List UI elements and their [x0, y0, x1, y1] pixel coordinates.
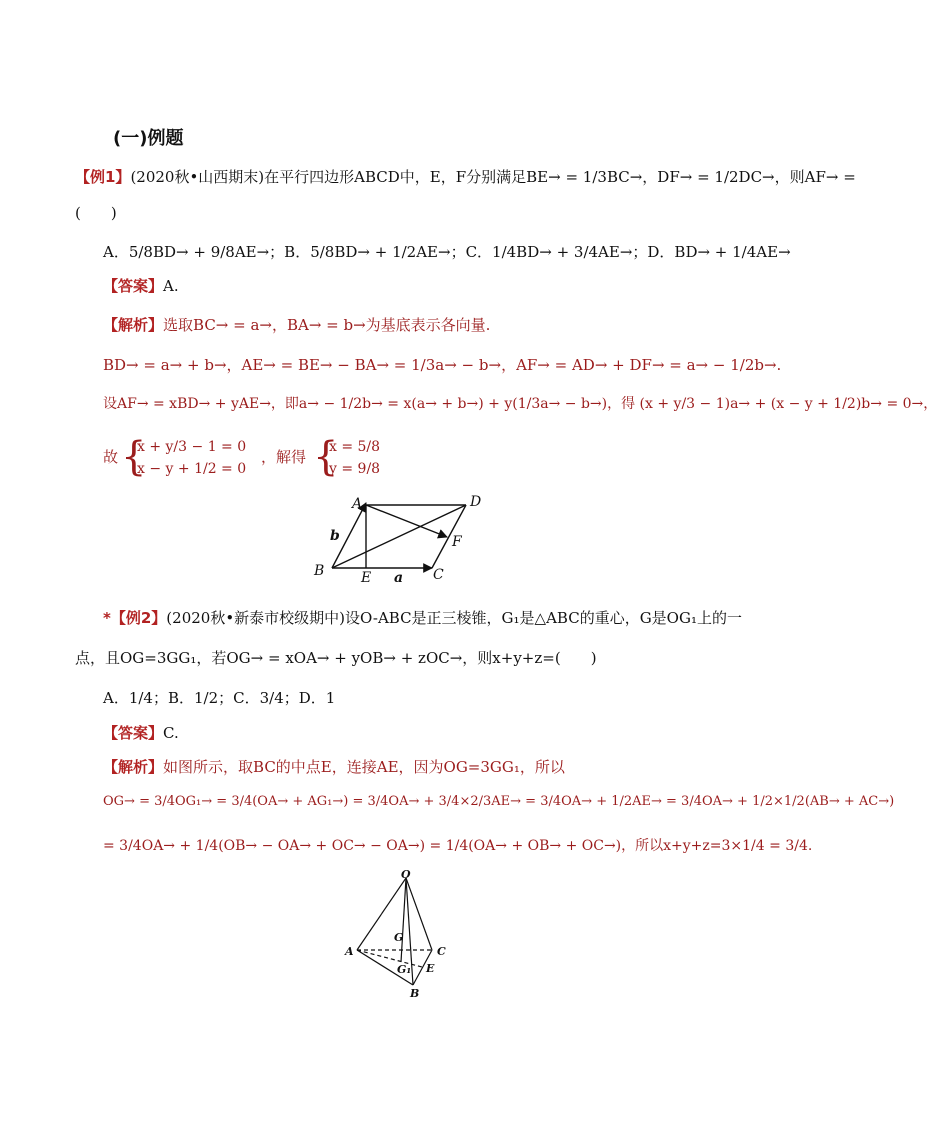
example-1-question: (2020秋•山西期末)在平行四边形ABCD中，E，F分别满足BE→ = 1/3BC→，DF→ = 1/2DC→，则AF→ = [130, 168, 856, 186]
label-E: E [361, 570, 372, 586]
example-2-line-2: 点，且OG=3GG₁，若OG→ = xOA→ + yOB→ + zOC→，则x+y+z=( ) [75, 649, 597, 667]
label-G: G [394, 931, 404, 944]
system-eq-2: x − y + 1/2 = 0 [137, 461, 247, 477]
answer-value: A. [163, 277, 179, 295]
solution-brace: { [313, 434, 339, 480]
label-B: B [410, 987, 420, 1000]
analysis-text: 选取BC→ = a→，BA→ = b→为基底表示各向量. [163, 316, 491, 334]
solution-y: y = 9/8 [329, 461, 381, 477]
label-F: F [452, 534, 462, 550]
example-1-analysis-line-2: BD→ = a→ + b→，AE→ = BE→ − BA→ = 1/3a→ − b→，AF→ = AD→ + DF→ = a→ − 1/2b→. [103, 356, 782, 374]
segment-AE-hidden [357, 950, 422, 967]
label-O: O [401, 868, 411, 881]
label-b: b [330, 528, 340, 544]
label-A: A [352, 496, 363, 512]
label-a: a [394, 570, 404, 586]
analysis-label: 【解析】 [103, 316, 164, 334]
solution-x: x = 5/8 [329, 439, 381, 455]
system-eq-1: x + y/3 − 1 = 0 [137, 439, 247, 455]
example-1-options: A．5/8BD→ + 9/8AE→；B．5/8BD→ + 1/2AE→；C．1/4BD→ + 3/4AE→；D．BD→ + 1/4AE→ [103, 243, 791, 261]
answer-label: 【答案】 [103, 724, 164, 742]
therefore-text: 故 [103, 448, 119, 466]
example-2-question: (2020秋•新泰市校级期中)设O-ABC是正三棱锥，G₁是△ABC的重心，G是OG₁上的一 [166, 609, 742, 627]
label-C: C [433, 567, 444, 583]
label-G1: G₁ [397, 963, 412, 976]
answer-label: 【答案】 [103, 277, 164, 295]
label-E: E [426, 962, 435, 975]
example-2-analysis-line-3: = 3/4OA→ + 1/4(OB→ − OA→ + OC→ − OA→) = 1/4(OA→ + OB→ + OC→)，所以x+y+z=3×1/4 = 3/4. [103, 838, 813, 854]
solve-text: ，解得 [261, 448, 307, 466]
section-title: (一)例题 [113, 128, 184, 149]
example-2-analysis-line-2: OG→ = 3/4OG₁→ = 3/4(OA→ + AG₁→) = 3/4OA→ + 3/4×2/3AE→ = 3/4OA→ + 1/2AE→ = 3/4OA→ + 1/2×1/2(AB→ + AC→) [103, 794, 895, 809]
analysis-label: 【解析】 [103, 758, 164, 776]
example-1-label: 【例1】 [75, 168, 131, 186]
label-C: C [437, 945, 446, 958]
system-brace: { [121, 434, 147, 480]
analysis-text: 如图所示，取BC的中点E，连接AE，因为OG=3GG₁，所以 [163, 758, 565, 776]
example-1-line-2: ( ) [75, 204, 117, 222]
label-B: B [314, 563, 325, 579]
example-1-analysis-line-3: 设AF→ = xBD→ + yAE→，即a→ − 1/2b→ = x(a→ + b→) + y(1/3a→ − b→)，得 (x + y/3 − 1)a→ + (x − y + 1/2)b→ = 0→， [103, 396, 937, 412]
example-2-options: A．1/4；B．1/2；C．3/4；D．1 [103, 689, 336, 707]
example-2-label: *【例2】 [103, 609, 167, 627]
label-D: D [470, 494, 482, 510]
answer-value: C. [163, 724, 179, 742]
label-A: A [345, 945, 354, 958]
